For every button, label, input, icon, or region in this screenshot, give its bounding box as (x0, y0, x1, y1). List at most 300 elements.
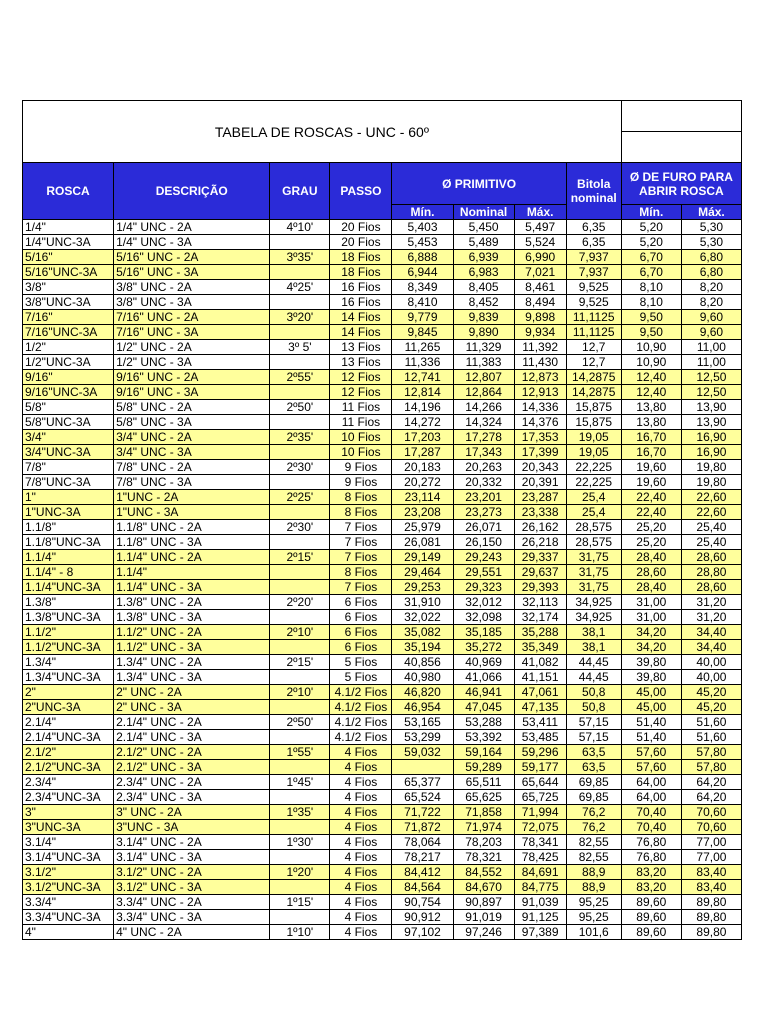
cell-primitivo-min: 90,754 (392, 895, 453, 910)
cell-furo-max: 31,20 (681, 595, 741, 610)
cell-primitivo-min: 46,820 (392, 685, 453, 700)
cell-furo-max: 34,40 (681, 640, 741, 655)
cell-rosca: 7/16" (23, 310, 114, 325)
cell-furo-max: 12,50 (681, 370, 741, 385)
table-row (23, 655, 742, 670)
title-blank-cells (621, 101, 741, 163)
cell-primitivo-nominal: 59,164 (453, 745, 514, 760)
cell-grau: 2º15' (270, 550, 330, 565)
cell-bitola: 19,05 (566, 430, 621, 445)
cell-furo-max: 22,60 (681, 505, 741, 520)
cell-grau: 1º35' (270, 805, 330, 820)
cell-bitola: 12,7 (566, 355, 621, 370)
cell-furo-min: 89,60 (621, 910, 681, 925)
cell-primitivo-max: 72,075 (514, 820, 566, 835)
cell-primitivo-nominal: 53,288 (453, 715, 514, 730)
cell-primitivo-nominal: 8,452 (453, 295, 514, 310)
cell-passo: 4 Fios (330, 805, 392, 820)
cell-primitivo-max: 35,349 (514, 640, 566, 655)
cell-primitivo-nominal: 29,551 (453, 565, 514, 580)
cell-furo-max: 6,80 (681, 265, 741, 280)
table-row (23, 850, 742, 865)
cell-furo-max: 57,80 (681, 745, 741, 760)
cell-primitivo-max: 41,151 (514, 670, 566, 685)
cell-passo: 7 Fios (330, 580, 392, 595)
cell-grau (270, 475, 330, 490)
cell-descricao: 7/16" UNC - 2A (114, 310, 270, 325)
cell-furo-min: 22,40 (621, 490, 681, 505)
cell-descricao: 2.3/4" UNC - 2A (114, 775, 270, 790)
cell-primitivo-nominal: 26,071 (453, 520, 514, 535)
cell-primitivo-nominal: 91,019 (453, 910, 514, 925)
cell-passo: 8 Fios (330, 490, 392, 505)
cell-furo-max: 83,40 (681, 880, 741, 895)
cell-rosca: 3.1/2" (23, 865, 114, 880)
table-row (23, 490, 742, 505)
cell-bitola: 82,55 (566, 850, 621, 865)
cell-primitivo-max: 26,218 (514, 535, 566, 550)
cell-rosca: 2" (23, 685, 114, 700)
cell-passo: 4 Fios (330, 775, 392, 790)
cell-primitivo-min: 23,114 (392, 490, 453, 505)
cell-descricao: 1.3/4" UNC - 3A (114, 670, 270, 685)
cell-bitola: 82,55 (566, 835, 621, 850)
cell-primitivo-nominal: 5,489 (453, 235, 514, 250)
table-row (23, 805, 742, 820)
cell-descricao: 1.3/8" UNC - 2A (114, 595, 270, 610)
table-row (23, 625, 742, 640)
cell-grau (270, 880, 330, 895)
cell-grau: 2º50' (270, 715, 330, 730)
cell-primitivo-nominal: 26,150 (453, 535, 514, 550)
cell-rosca: 1.1/2"UNC-3A (23, 640, 114, 655)
cell-primitivo-nominal: 78,321 (453, 850, 514, 865)
table-row (23, 925, 742, 940)
cell-descricao: 2.1/4" UNC - 3A (114, 730, 270, 745)
cell-primitivo-max: 53,485 (514, 730, 566, 745)
cell-rosca: 3"UNC-3A (23, 820, 114, 835)
cell-primitivo-nominal: 29,243 (453, 550, 514, 565)
cell-passo: 16 Fios (330, 280, 392, 295)
cell-bitola: 22,225 (566, 460, 621, 475)
cell-primitivo-min: 17,203 (392, 430, 453, 445)
table-row (23, 775, 742, 790)
subheader-min: Mín. (392, 205, 453, 220)
cell-bitola: 14,2875 (566, 385, 621, 400)
cell-furo-max: 11,00 (681, 340, 741, 355)
cell-furo-min: 25,20 (621, 520, 681, 535)
cell-primitivo-nominal: 9,839 (453, 310, 514, 325)
table-row (23, 745, 742, 760)
cell-furo-min: 45,00 (621, 685, 681, 700)
cell-furo-min: 5,20 (621, 220, 681, 235)
cell-primitivo-max: 11,392 (514, 340, 566, 355)
table-row (23, 295, 742, 310)
cell-bitola: 14,2875 (566, 370, 621, 385)
cell-grau (270, 700, 330, 715)
cell-furo-min: 10,90 (621, 355, 681, 370)
cell-descricao: 1.3/4" UNC - 2A (114, 655, 270, 670)
cell-furo-max: 22,60 (681, 490, 741, 505)
cell-furo-min: 31,00 (621, 595, 681, 610)
cell-primitivo-min: 8,349 (392, 280, 453, 295)
cell-furo-min: 22,40 (621, 505, 681, 520)
cell-primitivo-min (392, 760, 453, 775)
subheader-nominal: Nominal (453, 205, 514, 220)
cell-descricao: 1.1/2" UNC - 3A (114, 640, 270, 655)
cell-furo-max: 45,20 (681, 700, 741, 715)
cell-furo-max: 77,00 (681, 835, 741, 850)
cell-descricao: 3.1/4" UNC - 3A (114, 850, 270, 865)
cell-bitola: 63,5 (566, 760, 621, 775)
cell-passo: 14 Fios (330, 325, 392, 340)
cell-descricao: 7/16" UNC - 3A (114, 325, 270, 340)
cell-passo: 16 Fios (330, 295, 392, 310)
cell-furo-max: 57,80 (681, 760, 741, 775)
cell-passo: 4 Fios (330, 850, 392, 865)
cell-furo-max: 13,90 (681, 400, 741, 415)
cell-descricao: 1"UNC - 3A (114, 505, 270, 520)
cell-passo: 14 Fios (330, 310, 392, 325)
cell-rosca: 5/8"UNC-3A (23, 415, 114, 430)
cell-passo: 10 Fios (330, 445, 392, 460)
cell-furo-max: 70,60 (681, 805, 741, 820)
cell-rosca: 1.3/4"UNC-3A (23, 670, 114, 685)
table-row (23, 325, 742, 340)
cell-furo-max: 70,60 (681, 820, 741, 835)
cell-furo-min: 83,20 (621, 865, 681, 880)
cell-primitivo-nominal: 20,332 (453, 475, 514, 490)
cell-furo-max: 6,80 (681, 250, 741, 265)
cell-passo: 10 Fios (330, 430, 392, 445)
cell-descricao: 1.1/4" UNC - 3A (114, 580, 270, 595)
cell-bitola: 101,6 (566, 925, 621, 940)
cell-furo-max: 51,60 (681, 730, 741, 745)
cell-furo-min: 39,80 (621, 670, 681, 685)
cell-primitivo-min: 78,217 (392, 850, 453, 865)
cell-bitola: 57,15 (566, 730, 621, 745)
cell-furo-min: 9,50 (621, 310, 681, 325)
cell-passo: 6 Fios (330, 625, 392, 640)
cell-bitola: 95,25 (566, 895, 621, 910)
cell-furo-min: 16,70 (621, 445, 681, 460)
cell-primitivo-min: 90,912 (392, 910, 453, 925)
cell-descricao: 2" UNC - 3A (114, 700, 270, 715)
cell-passo: 8 Fios (330, 565, 392, 580)
cell-rosca: 3" (23, 805, 114, 820)
table-row (23, 445, 742, 460)
table-row (23, 700, 742, 715)
cell-passo: 18 Fios (330, 265, 392, 280)
cell-descricao: 3.3/4" UNC - 3A (114, 910, 270, 925)
cell-passo: 4 Fios (330, 910, 392, 925)
cell-passo: 8 Fios (330, 505, 392, 520)
cell-furo-min: 19,60 (621, 460, 681, 475)
table-row (23, 835, 742, 850)
cell-rosca: 3/4"UNC-3A (23, 445, 114, 460)
cell-rosca: 2.3/4" (23, 775, 114, 790)
cell-primitivo-nominal: 41,066 (453, 670, 514, 685)
cell-descricao: 2.1/4" UNC - 2A (114, 715, 270, 730)
cell-bitola: 34,925 (566, 610, 621, 625)
header-furo: Ø DE FURO PARA ABRIR ROSCA (621, 163, 741, 205)
cell-grau (270, 505, 330, 520)
cell-grau (270, 295, 330, 310)
table-row (23, 865, 742, 880)
header-rosca: ROSCA (23, 163, 114, 220)
cell-rosca: 1.1/8" (23, 520, 114, 535)
cell-primitivo-nominal: 59,289 (453, 760, 514, 775)
cell-primitivo-max: 9,934 (514, 325, 566, 340)
cell-furo-min: 5,20 (621, 235, 681, 250)
cell-rosca: 3.1/4" (23, 835, 114, 850)
cell-furo-min: 51,40 (621, 715, 681, 730)
cell-bitola: 44,45 (566, 670, 621, 685)
cell-primitivo-min: 14,196 (392, 400, 453, 415)
cell-furo-min: 16,70 (621, 430, 681, 445)
cell-grau: 2º15' (270, 655, 330, 670)
cell-primitivo-min: 84,412 (392, 865, 453, 880)
cell-primitivo-max: 23,287 (514, 490, 566, 505)
cell-furo-max: 11,00 (681, 355, 741, 370)
cell-primitivo-max: 41,082 (514, 655, 566, 670)
cell-primitivo-min: 9,779 (392, 310, 453, 325)
cell-primitivo-max: 14,376 (514, 415, 566, 430)
cell-furo-min: 19,60 (621, 475, 681, 490)
cell-bitola: 25,4 (566, 505, 621, 520)
cell-furo-min: 64,00 (621, 775, 681, 790)
cell-rosca: 1"UNC-3A (23, 505, 114, 520)
cell-bitola: 31,75 (566, 565, 621, 580)
cell-bitola: 38,1 (566, 640, 621, 655)
cell-rosca: 2.1/2" (23, 745, 114, 760)
cell-passo: 12 Fios (330, 385, 392, 400)
cell-furo-max: 89,80 (681, 910, 741, 925)
cell-primitivo-max: 53,411 (514, 715, 566, 730)
cell-furo-min: 25,20 (621, 535, 681, 550)
cell-passo: 12 Fios (330, 370, 392, 385)
cell-furo-max: 5,30 (681, 235, 741, 250)
table-row (23, 895, 742, 910)
cell-primitivo-max: 7,021 (514, 265, 566, 280)
cell-primitivo-max: 71,994 (514, 805, 566, 820)
table-row (23, 220, 742, 235)
cell-bitola: 11,1125 (566, 325, 621, 340)
cell-primitivo-min: 35,194 (392, 640, 453, 655)
cell-rosca: 5/16"UNC-3A (23, 265, 114, 280)
cell-furo-min: 89,60 (621, 925, 681, 940)
cell-bitola: 9,525 (566, 280, 621, 295)
cell-bitola: 31,75 (566, 580, 621, 595)
table-row (23, 550, 742, 565)
cell-primitivo-max: 6,990 (514, 250, 566, 265)
cell-furo-max: 28,60 (681, 580, 741, 595)
cell-descricao: 5/16" UNC - 3A (114, 265, 270, 280)
cell-descricao: 1.3/8" UNC - 3A (114, 610, 270, 625)
cell-bitola: 63,5 (566, 745, 621, 760)
cell-furo-max: 83,40 (681, 865, 741, 880)
cell-rosca: 1/4" (23, 220, 114, 235)
table-row (23, 475, 742, 490)
cell-grau (270, 850, 330, 865)
cell-primitivo-nominal: 47,045 (453, 700, 514, 715)
cell-bitola: 50,8 (566, 700, 621, 715)
cell-furo-min: 28,40 (621, 580, 681, 595)
cell-grau: 2º10' (270, 625, 330, 640)
cell-furo-max: 64,20 (681, 790, 741, 805)
cell-furo-min: 89,60 (621, 895, 681, 910)
cell-rosca: 1.1/4" - 8 (23, 565, 114, 580)
cell-grau: 3º 5' (270, 340, 330, 355)
cell-bitola: 57,15 (566, 715, 621, 730)
cell-primitivo-nominal: 9,890 (453, 325, 514, 340)
cell-furo-min: 28,40 (621, 550, 681, 565)
cell-primitivo-max: 23,338 (514, 505, 566, 520)
cell-primitivo-min: 8,410 (392, 295, 453, 310)
cell-rosca: 1.1/2" (23, 625, 114, 640)
cell-bitola: 38,1 (566, 625, 621, 640)
cell-primitivo-max: 35,288 (514, 625, 566, 640)
cell-primitivo-max: 78,341 (514, 835, 566, 850)
cell-primitivo-nominal: 84,670 (453, 880, 514, 895)
cell-passo: 4 Fios (330, 745, 392, 760)
thread-table (22, 100, 742, 940)
table-row (23, 460, 742, 475)
cell-rosca: 3.3/4" (23, 895, 114, 910)
cell-primitivo-nominal: 14,266 (453, 400, 514, 415)
cell-passo: 20 Fios (330, 235, 392, 250)
cell-primitivo-nominal: 29,323 (453, 580, 514, 595)
cell-rosca: 1.1/4"UNC-3A (23, 580, 114, 595)
cell-grau (270, 265, 330, 280)
cell-furo-max: 34,40 (681, 625, 741, 640)
cell-furo-max: 9,60 (681, 325, 741, 340)
cell-primitivo-min: 17,287 (392, 445, 453, 460)
table-row (23, 535, 742, 550)
cell-primitivo-max: 20,391 (514, 475, 566, 490)
cell-descricao: 2.1/2" UNC - 3A (114, 760, 270, 775)
cell-primitivo-max: 29,393 (514, 580, 566, 595)
cell-passo: 4 Fios (330, 835, 392, 850)
cell-furo-min: 51,40 (621, 730, 681, 745)
cell-passo: 7 Fios (330, 550, 392, 565)
cell-grau (270, 760, 330, 775)
cell-primitivo-nominal: 17,343 (453, 445, 514, 460)
cell-grau (270, 670, 330, 685)
cell-primitivo-max: 47,135 (514, 700, 566, 715)
cell-descricao: 3" UNC - 2A (114, 805, 270, 820)
cell-rosca: 9/16" (23, 370, 114, 385)
cell-primitivo-nominal: 84,552 (453, 865, 514, 880)
table-row (23, 310, 742, 325)
cell-furo-min: 12,40 (621, 370, 681, 385)
cell-primitivo-min: 53,165 (392, 715, 453, 730)
cell-grau: 3º35' (270, 250, 330, 265)
cell-rosca: 3/8" (23, 280, 114, 295)
cell-primitivo-min: 32,022 (392, 610, 453, 625)
cell-rosca: 7/8" (23, 460, 114, 475)
cell-grau (270, 445, 330, 460)
cell-primitivo-max: 65,644 (514, 775, 566, 790)
cell-primitivo-nominal: 40,969 (453, 655, 514, 670)
cell-primitivo-min: 6,944 (392, 265, 453, 280)
cell-descricao: 5/16" UNC - 2A (114, 250, 270, 265)
cell-primitivo-nominal: 78,203 (453, 835, 514, 850)
cell-passo: 5 Fios (330, 655, 392, 670)
cell-bitola: 6,35 (566, 220, 621, 235)
cell-passo: 18 Fios (330, 250, 392, 265)
cell-primitivo-nominal: 8,405 (453, 280, 514, 295)
cell-passo: 4 Fios (330, 790, 392, 805)
cell-furo-min: 57,60 (621, 760, 681, 775)
cell-primitivo-min: 11,336 (392, 355, 453, 370)
cell-furo-max: 89,80 (681, 925, 741, 940)
cell-descricao: 7/8" UNC - 2A (114, 460, 270, 475)
cell-furo-min: 13,80 (621, 400, 681, 415)
cell-furo-min: 45,00 (621, 700, 681, 715)
cell-furo-max: 16,90 (681, 445, 741, 460)
cell-descricao: 1/2" UNC - 2A (114, 340, 270, 355)
cell-descricao: 1/4" UNC - 3A (114, 235, 270, 250)
cell-furo-min: 6,70 (621, 250, 681, 265)
table-row (23, 400, 742, 415)
table-row (23, 370, 742, 385)
cell-primitivo-nominal: 90,897 (453, 895, 514, 910)
cell-rosca: 3.3/4"UNC-3A (23, 910, 114, 925)
table-row (23, 685, 742, 700)
cell-primitivo-min: 6,888 (392, 250, 453, 265)
table-row (23, 415, 742, 430)
cell-grau (270, 580, 330, 595)
table-row (23, 280, 742, 295)
cell-passo: 11 Fios (330, 415, 392, 430)
cell-primitivo-nominal: 71,974 (453, 820, 514, 835)
cell-descricao: 1"UNC - 2A (114, 490, 270, 505)
cell-bitola: 69,85 (566, 775, 621, 790)
cell-passo: 4.1/2 Fios (330, 700, 392, 715)
cell-rosca: 5/16" (23, 250, 114, 265)
cell-descricao: 5/8" UNC - 3A (114, 415, 270, 430)
header-row (23, 163, 742, 205)
table-row (23, 580, 742, 595)
cell-primitivo-min: 14,272 (392, 415, 453, 430)
cell-primitivo-min: 59,032 (392, 745, 453, 760)
cell-rosca: 1/2" (23, 340, 114, 355)
cell-furo-max: 31,20 (681, 610, 741, 625)
cell-furo-min: 70,40 (621, 805, 681, 820)
cell-bitola: 31,75 (566, 550, 621, 565)
header-grau: GRAU (270, 163, 330, 220)
cell-primitivo-nominal: 23,273 (453, 505, 514, 520)
cell-primitivo-min: 71,872 (392, 820, 453, 835)
cell-furo-min: 70,40 (621, 820, 681, 835)
cell-furo-min: 8,10 (621, 295, 681, 310)
cell-grau (270, 730, 330, 745)
cell-primitivo-min: 9,845 (392, 325, 453, 340)
cell-grau: 2º10' (270, 685, 330, 700)
cell-primitivo-min: 71,722 (392, 805, 453, 820)
cell-rosca: 4" (23, 925, 114, 940)
cell-descricao: 1/2" UNC - 3A (114, 355, 270, 370)
cell-furo-max: 40,00 (681, 655, 741, 670)
table-row (23, 670, 742, 685)
cell-passo: 4 Fios (330, 760, 392, 775)
cell-bitola: 88,9 (566, 865, 621, 880)
cell-primitivo-nominal: 46,941 (453, 685, 514, 700)
cell-grau: 1º45' (270, 775, 330, 790)
cell-primitivo-min: 31,910 (392, 595, 453, 610)
cell-rosca: 3.1/2"UNC-3A (23, 880, 114, 895)
